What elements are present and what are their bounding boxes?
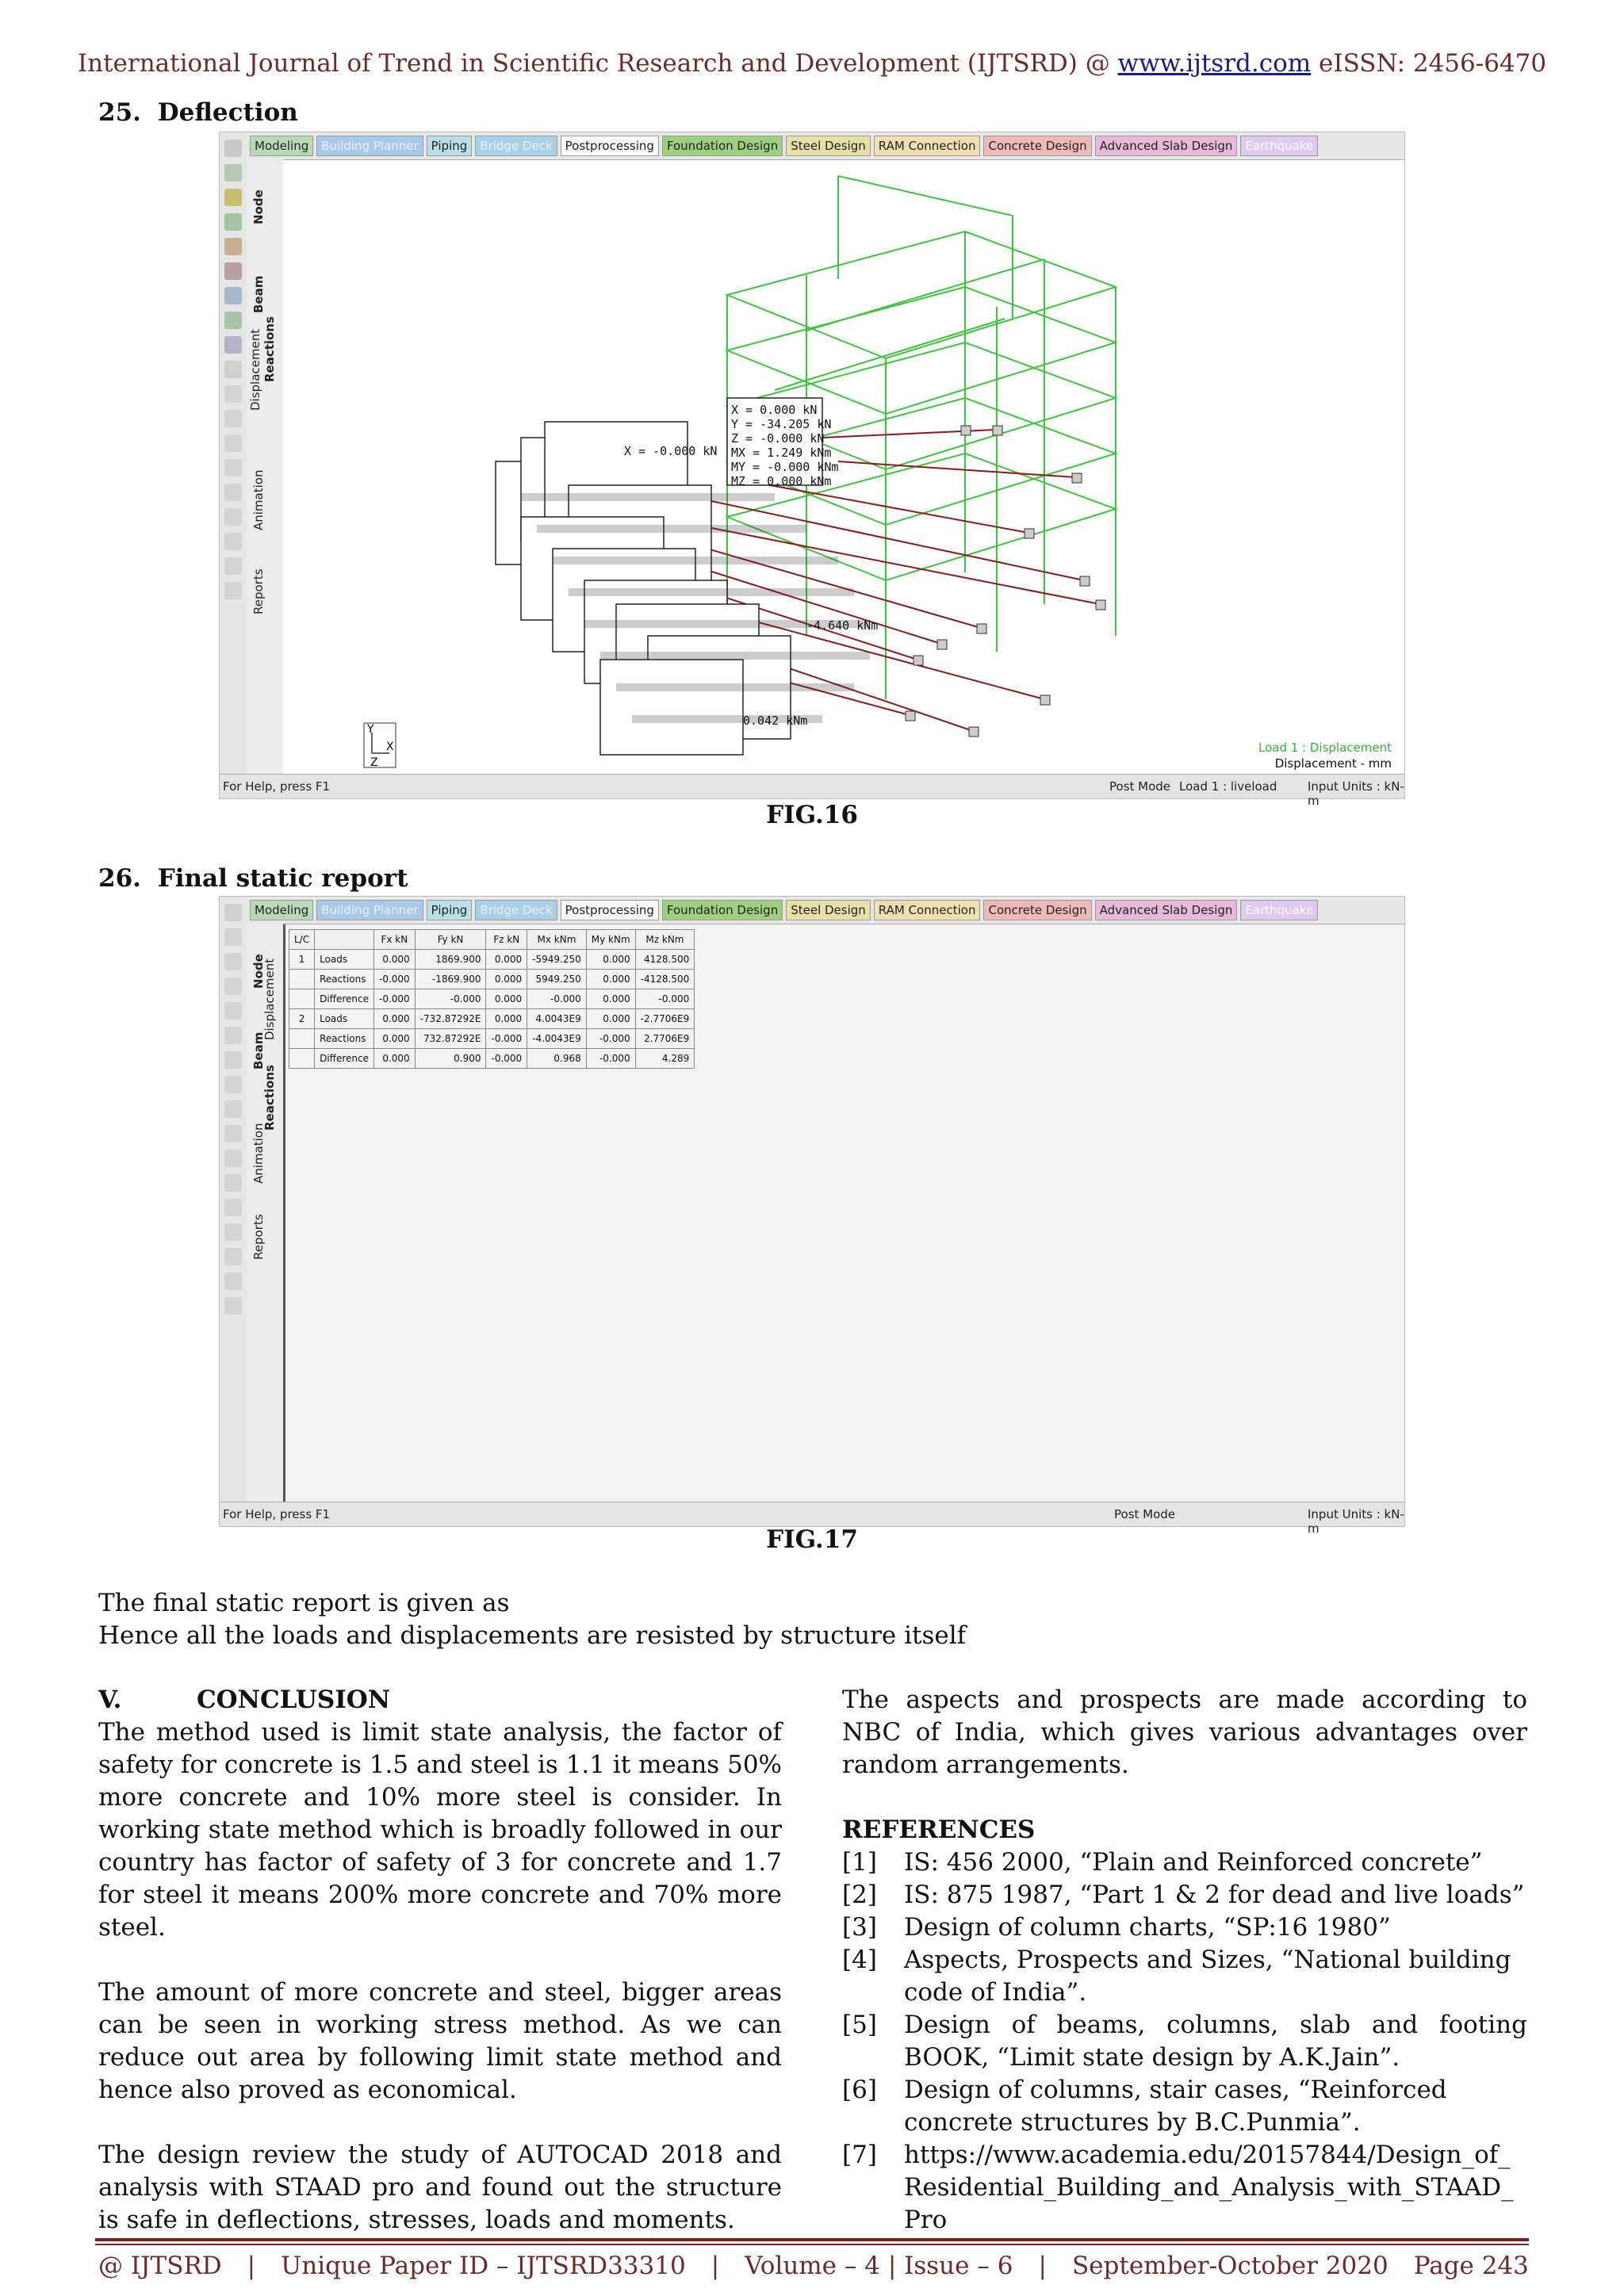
conclusion-title: CONCLUSION — [197, 1686, 391, 1714]
cell: -0.000 — [373, 989, 415, 1009]
report-area — [283, 924, 1404, 1502]
reference-item — [842, 1911, 1527, 1944]
pan-icon[interactable] — [224, 336, 242, 354]
reference-text: IS: 875 1987, “Part 1 & 2 for dead and live loads” — [904, 1881, 1525, 1909]
cell: -5949.250 — [527, 950, 587, 970]
status-load: Load 1 : liveload — [1179, 779, 1277, 794]
cell: Difference — [315, 989, 374, 1009]
page-reports[interactable]: Reports — [251, 1214, 266, 1260]
right-column — [842, 1684, 1527, 2237]
references-list — [842, 1846, 1527, 2237]
tool-icon[interactable] — [224, 1125, 242, 1142]
tool-icon[interactable] — [224, 582, 242, 599]
cell: 732.87292E — [415, 1029, 486, 1049]
status-mode: Post Mode — [1109, 779, 1171, 794]
tab-earthquake[interactable]: Earthquake — [1240, 900, 1318, 920]
tab-earthquake[interactable]: Earthquake — [1240, 136, 1318, 156]
cell: -1869.900 — [415, 970, 486, 989]
cell: -2.7706E9 — [635, 1009, 695, 1029]
cell: 0.000 — [586, 970, 635, 989]
cell: -4.0043E9 — [527, 1029, 587, 1049]
tab-concrete-design[interactable]: Concrete Design — [983, 136, 1091, 156]
cell — [289, 970, 315, 989]
zoom-icon[interactable] — [224, 312, 242, 329]
conclusion-column — [98, 1684, 782, 2237]
tab-building-planner[interactable]: Building Planner — [316, 900, 423, 920]
axis-x-label: X — [386, 740, 394, 753]
reference-text: Aspects, Prospects and Sizes, “National building code of India”. — [904, 1946, 1511, 2007]
tool-icon[interactable] — [224, 1272, 242, 1290]
page-beam[interactable]: Beam — [251, 275, 266, 313]
cell: 0.000 — [486, 970, 527, 989]
callout-small-x: X = -0.000 kN — [624, 444, 718, 458]
cell: 0.968 — [527, 1049, 587, 1069]
reference-item — [842, 1879, 1527, 1911]
table-row — [289, 950, 695, 970]
status-help: For Help, press F1 — [223, 1507, 331, 1521]
col-fx: Fx kN — [373, 930, 415, 950]
reference-item — [842, 1944, 1527, 2009]
cell: Difference — [315, 1049, 374, 1069]
reference-text: Design of beams, columns, slab and footing BOOK, “Limit state design by A.K.Jain”. — [904, 2011, 1527, 2072]
status-help: For Help, press F1 — [223, 779, 331, 794]
cell: 0.000 — [586, 1009, 635, 1029]
tool-icon[interactable] — [224, 557, 242, 575]
cell: 4.289 — [635, 1049, 695, 1069]
section-26-heading — [98, 864, 408, 893]
footer-journal: @ IJTSRD — [98, 2252, 222, 2280]
cell: -0.000 — [586, 1029, 635, 1049]
reference-text: IS: 456 2000, “Plain and Reinforced concrete” — [904, 1848, 1483, 1877]
cell: 0.000 — [486, 950, 527, 970]
header-suffix: eISSN: 2456-6470 — [1311, 49, 1547, 78]
toolstrip — [220, 897, 247, 1502]
page-node[interactable]: Node — [251, 189, 266, 224]
table-row — [289, 970, 695, 989]
status-units: Input Units : kN-m — [1308, 1507, 1404, 1536]
axis-triad — [364, 723, 396, 769]
section-25-heading — [98, 98, 298, 127]
cell: 0.000 — [373, 950, 415, 970]
module-tabs — [247, 897, 1404, 924]
tool-icon[interactable] — [224, 1076, 242, 1093]
conclusion-para-3: The design review the study of AUTOCAD 2018 and analysis with STAAD pro and found out the structure is safe in deflections, stresses, loads and moments. — [98, 2141, 782, 2234]
tool-icon[interactable] — [224, 1297, 242, 1314]
cell: -0.000 — [415, 989, 486, 1009]
tool-icon[interactable] — [224, 533, 242, 550]
page-reactions[interactable]: Reactions — [262, 316, 277, 383]
page-beam[interactable]: Beam — [251, 1031, 266, 1070]
references-heading: REFERENCES — [842, 1816, 1036, 1844]
report-intro — [98, 1587, 1542, 1652]
cell: -0.000 — [373, 970, 415, 989]
page-animation[interactable]: Animation — [251, 469, 266, 531]
col-kind — [315, 930, 374, 950]
tab-piping[interactable]: Piping — [427, 900, 473, 920]
page-reactions[interactable]: Reactions — [262, 1065, 277, 1131]
tool-icon[interactable] — [224, 410, 242, 427]
reference-number: [7] — [842, 2141, 877, 2169]
table-row — [289, 1029, 695, 1049]
reference-text: Design of column charts, “SP:16 1980” — [904, 1913, 1391, 1942]
cursor-icon[interactable] — [224, 904, 242, 921]
tab-postprocessing[interactable]: Postprocessing — [561, 900, 659, 920]
cell: 0.000 — [586, 950, 635, 970]
status-units: Input Units : kN-m — [1308, 779, 1404, 808]
tab-concrete-design[interactable]: Concrete Design — [983, 900, 1091, 920]
cell: 1 — [289, 950, 315, 970]
footer-separator: | — [247, 2252, 256, 2280]
callout-my: MY = -0.000 kNm — [731, 460, 839, 474]
reference-item — [842, 2009, 1527, 2074]
cell: -732.87292E — [415, 1009, 486, 1029]
section-number: 26. — [98, 864, 141, 893]
running-header — [0, 49, 1624, 78]
page-control — [247, 159, 284, 775]
reference-number: [5] — [842, 2011, 877, 2039]
tab-steel-design[interactable]: Steel Design — [786, 900, 871, 920]
cell: -0.000 — [635, 989, 695, 1009]
callout-small-moment: -4.640 kNm — [806, 618, 879, 633]
page-animation[interactable]: Animation — [251, 1123, 266, 1184]
tab-piping[interactable]: Piping — [427, 136, 473, 156]
cell: 0.000 — [373, 1049, 415, 1069]
tab-modeling[interactable]: Modeling — [250, 136, 313, 156]
tab-postprocessing[interactable]: Postprocessing — [561, 136, 659, 156]
section-title: Deflection — [157, 98, 298, 127]
cell: 0.000 — [373, 1029, 415, 1049]
tool-icon[interactable] — [224, 1150, 242, 1167]
tab-ram-connection[interactable]: RAM Connection — [874, 136, 981, 156]
fig17-caption: FIG.17 — [766, 1525, 858, 1554]
page-displacement[interactable]: Displacement — [248, 328, 262, 411]
reference-number: [4] — [842, 1946, 877, 1974]
footer-volume: Volume – 4 | Issue – 6 — [745, 2252, 1013, 2280]
conclusion-para-1: The method used is limit state analysis, the factor of safety for concrete is 1.5 and steel is 1.1 it means 50% more concrete and 10% more steel is consider. In working state method which is broadly followed in our country has factor of safety of 3 for concrete and 1.7 for steel it means 200% more concrete and 70% more steel. — [98, 1718, 782, 1942]
table-row — [289, 989, 695, 1009]
callout-y: Y = -34.205 kN — [731, 417, 832, 431]
tool-icon[interactable] — [224, 953, 242, 970]
cell: -0.000 — [586, 1049, 635, 1069]
cell: 2.7706E9 — [635, 1029, 695, 1049]
callout-mx: MX = 1.249 kNm — [731, 446, 832, 460]
section-title: Final static report — [157, 864, 408, 893]
cell: Reactions — [315, 1029, 374, 1049]
tool-icon[interactable] — [224, 385, 242, 403]
static-report-table — [289, 929, 695, 1069]
intro-line-1: The final static report is given as — [98, 1589, 510, 1617]
conclusion-heading — [98, 1684, 782, 1716]
col-mz: Mz kNm — [635, 930, 695, 950]
conclusion-para-4: The aspects and prospects are made according to NBC of India, which gives various advantages over random arrangements. — [842, 1686, 1527, 1779]
cell: 2 — [289, 1009, 315, 1029]
beam-icon[interactable] — [224, 213, 242, 231]
tab-building-planner[interactable]: Building Planner — [316, 136, 423, 156]
cell: -0.000 — [527, 989, 587, 1009]
header-link[interactable]: www.ijtsrd.com — [1117, 49, 1312, 78]
page-reports[interactable]: Reports — [251, 568, 266, 614]
conclusion-para-2: The amount of more concrete and steel, bigger areas can be seen in working stress method. As we can reduce out area by following limit state method and hence also proved as economical. — [98, 1978, 782, 2104]
callout-small-moment-2: 0.042 kNm — [743, 714, 808, 728]
cell: 1869.900 — [415, 950, 486, 970]
col-mx: Mx kNm — [527, 930, 587, 950]
cell: Loads — [315, 1009, 374, 1029]
cell: 0.000 — [373, 1009, 415, 1029]
section-number: 25. — [98, 98, 141, 127]
col-fy: Fy kN — [415, 930, 486, 950]
solid-icon[interactable] — [224, 262, 242, 280]
view-icon[interactable] — [224, 361, 242, 378]
page-node[interactable]: Node — [251, 954, 266, 989]
tab-steel-design[interactable]: Steel Design — [786, 136, 871, 156]
reference-number: [2] — [842, 1881, 877, 1909]
tab-bridge-deck[interactable]: Bridge Deck — [475, 900, 557, 920]
tab-ram-connection[interactable]: RAM Connection — [874, 900, 981, 920]
table-row — [289, 1049, 695, 1069]
tool-icon[interactable] — [224, 434, 242, 452]
col-my: My kNm — [586, 930, 635, 950]
tool-icon[interactable] — [224, 1051, 242, 1069]
footer-separator: | — [1038, 2252, 1047, 2280]
page-control — [247, 924, 284, 1502]
tool-icon[interactable] — [224, 1002, 242, 1020]
table-row — [289, 1009, 695, 1029]
tab-advanced-slab-design[interactable]: Advanced Slab Design — [1095, 900, 1238, 920]
footer-rule — [95, 2244, 1529, 2245]
model-viewport[interactable] — [283, 160, 1404, 774]
tool-icon[interactable] — [224, 978, 242, 995]
cell: -0.000 — [486, 1029, 527, 1049]
tool-icon[interactable] — [224, 508, 242, 526]
axis-y-label: Y — [367, 723, 374, 736]
col-fz: Fz kN — [486, 930, 527, 950]
status-bar — [220, 774, 1404, 808]
footer-paper-id: Unique Paper ID – IJTSRD33310 — [281, 2252, 686, 2280]
cell: 5949.250 — [527, 970, 587, 989]
footer-rule — [95, 2238, 1529, 2241]
tab-foundation-design[interactable]: Foundation Design — [662, 136, 783, 156]
cell: 4128.500 — [635, 950, 695, 970]
cell: 0.000 — [486, 1009, 527, 1029]
reference-number: [6] — [842, 2076, 877, 2104]
cursor-icon[interactable] — [224, 140, 242, 157]
cell: 0.900 — [415, 1049, 486, 1069]
table-header-row — [289, 930, 695, 950]
tool-icon[interactable] — [224, 459, 242, 476]
cell: 0.000 — [586, 989, 635, 1009]
axis-z-label: Z — [370, 756, 378, 769]
select-icon[interactable] — [224, 164, 242, 182]
tool-icon[interactable] — [224, 928, 242, 946]
conclusion-number: V. — [98, 1686, 122, 1714]
legend-load: Load 1 : Displacement — [1258, 740, 1392, 755]
node-icon[interactable] — [224, 189, 242, 206]
callout-z: Z = -0.000 kN — [731, 431, 825, 446]
tool-icon[interactable] — [224, 1248, 242, 1265]
tool-icon[interactable] — [224, 484, 242, 501]
fig17-screenshot — [219, 896, 1405, 1536]
reference-link[interactable]: https://www.academia.edu/20157844/Design_of_Residential_Building_and_Analysis_with_STAAD_Pro — [904, 2141, 1514, 2234]
reference-text: Design of columns, stair cases, “Reinforced concrete structures by B.C.Punmia”. — [904, 2076, 1447, 2137]
cell: 4.0043E9 — [527, 1009, 587, 1029]
cell: Reactions — [315, 970, 374, 989]
status-mode: Post Mode — [1114, 1507, 1176, 1521]
page-footer — [98, 2252, 1529, 2280]
cell — [289, 989, 315, 1009]
toolstrip — [220, 132, 247, 775]
tab-bridge-deck[interactable]: Bridge Deck — [475, 136, 557, 156]
rotate-icon[interactable] — [224, 287, 242, 304]
tool-icon[interactable] — [224, 1027, 242, 1044]
cell: 0.000 — [486, 989, 527, 1009]
status-bar — [220, 1502, 1404, 1536]
reference-number: [1] — [842, 1848, 877, 1877]
cell: -4128.500 — [635, 970, 695, 989]
structure-drawing — [283, 160, 1404, 774]
reference-item — [842, 2074, 1527, 2139]
col-lc: L/C — [289, 930, 315, 950]
cell — [289, 1049, 315, 1069]
reference-number: [3] — [842, 1913, 877, 1942]
footer-separator: | — [710, 2252, 720, 2280]
module-tabs — [247, 132, 1404, 160]
header-prefix: International Journal of Trend in Scientific Research and Development (IJTSRD) @ — [77, 49, 1118, 78]
tool-icon[interactable] — [224, 1174, 242, 1192]
tool-icon[interactable] — [224, 1223, 242, 1241]
tool-icon[interactable] — [224, 1100, 242, 1118]
footer-page: Page 243 — [1413, 2252, 1529, 2280]
tab-foundation-design[interactable]: Foundation Design — [662, 900, 783, 920]
cell: -0.000 — [486, 1049, 527, 1069]
cell: Loads — [315, 950, 374, 970]
legend-units: Displacement - mm — [1274, 756, 1392, 771]
plate-icon[interactable] — [224, 238, 242, 255]
reference-item — [842, 1846, 1527, 1879]
footer-date: September-October 2020 — [1071, 2252, 1388, 2280]
page-displacement[interactable]: Displacement — [262, 958, 277, 1040]
tool-icon[interactable] — [224, 1199, 242, 1216]
fig16-caption: FIG.16 — [766, 801, 858, 829]
callout-mz: MZ = 0.000 kNm — [731, 474, 832, 488]
intro-line-2: Hence all the loads and displacements are resisted by structure itself — [98, 1621, 967, 1650]
tab-modeling[interactable]: Modeling — [250, 900, 313, 920]
callout-x: X = 0.000 kN — [731, 403, 818, 417]
tab-advanced-slab-design[interactable]: Advanced Slab Design — [1095, 136, 1238, 156]
reference-item — [842, 2139, 1527, 2237]
fig16-screenshot — [219, 132, 1405, 808]
cell — [289, 1029, 315, 1049]
